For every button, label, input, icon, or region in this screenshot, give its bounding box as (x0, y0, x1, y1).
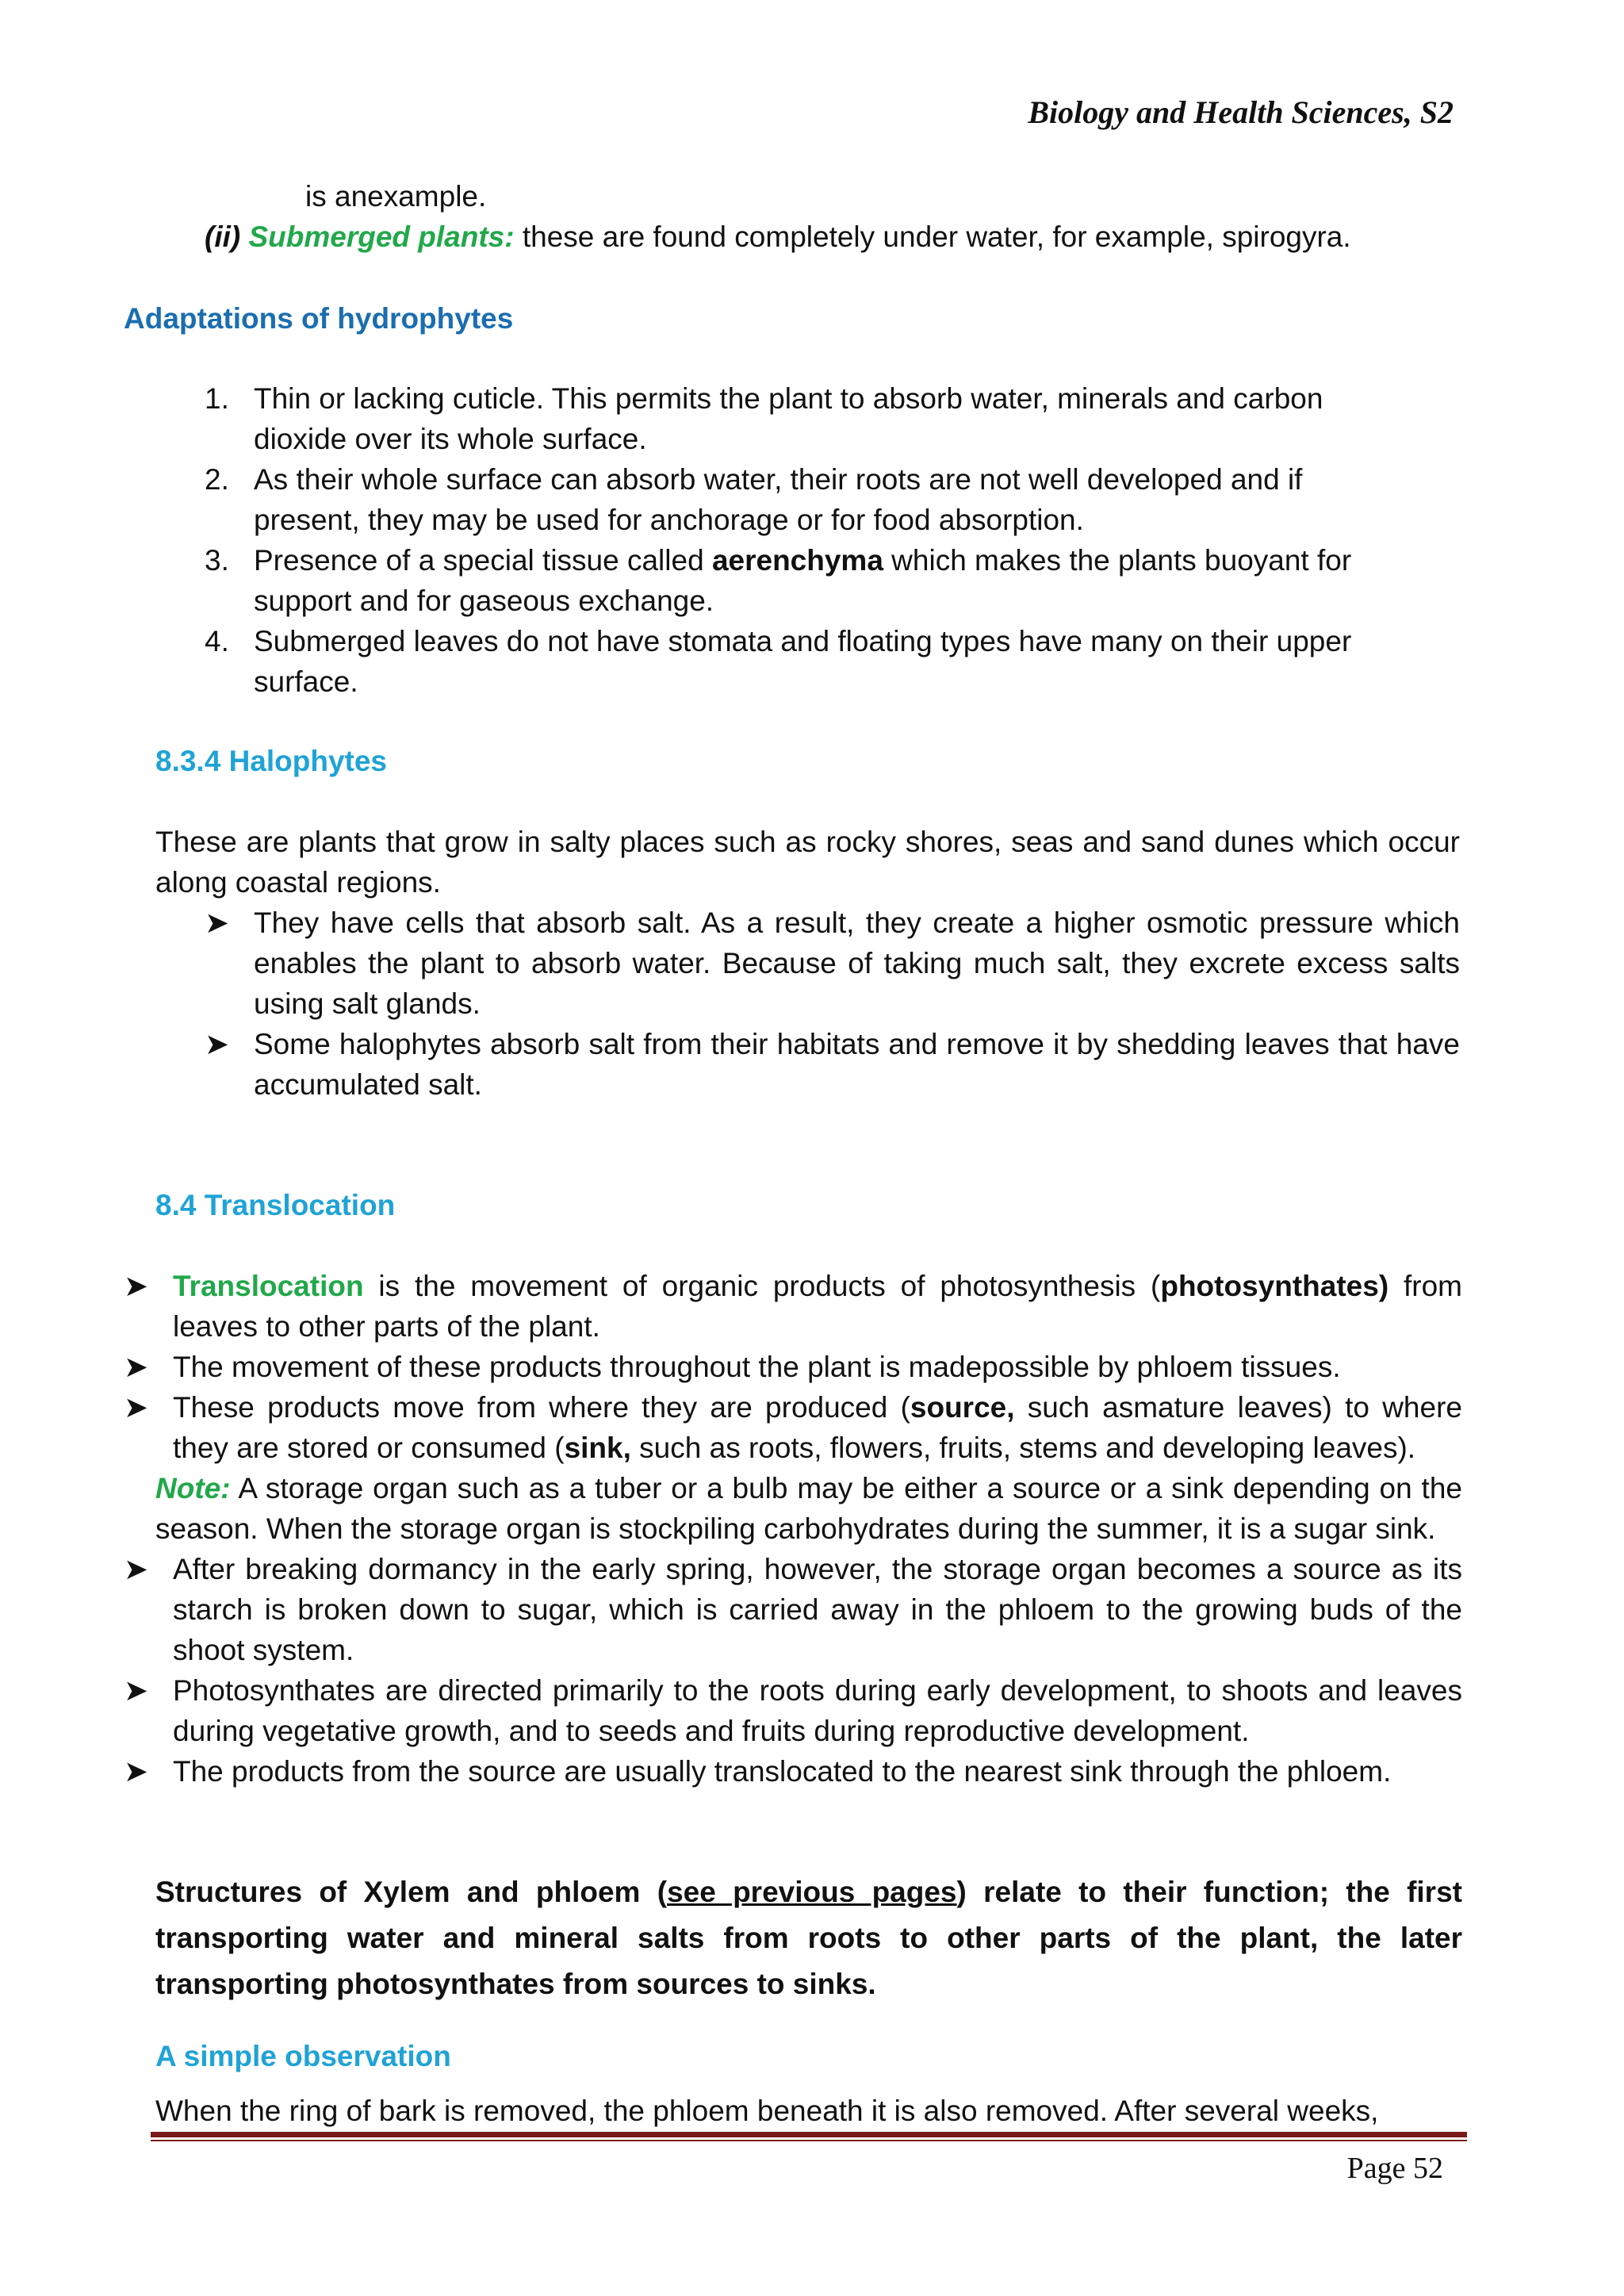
list-text: Some halophytes absorb salt from their habitats and remove it by shedding leaves that have accumulated salt. (254, 1028, 1460, 1101)
submerged-plants-text: these are found completely under water, for example, spirogyra. (514, 220, 1351, 253)
sink-term: sink, (564, 1432, 631, 1464)
list-item (124, 1549, 1462, 1670)
structures-text-pre: Structures of Xylem and phloem ( (155, 1876, 668, 1908)
list-number: 4. (205, 625, 229, 657)
arrow-bullet-icon: ➤ (205, 1028, 230, 1060)
list-number: 1. (205, 382, 229, 415)
page-number: Page 52 (1346, 2152, 1443, 2185)
arrow-bullet-icon: ➤ (124, 1755, 149, 1788)
observation-heading: A simple observation (155, 2040, 451, 2072)
list-item (124, 1670, 1462, 1751)
list-text: is the movement of organic products of photosynthesis ( (363, 1270, 1161, 1302)
list-item (205, 621, 1390, 702)
photosynthates-term: photosynthates) (1160, 1270, 1389, 1302)
see-previous-pages-link[interactable]: see previous pages (667, 1876, 957, 1908)
arrow-bullet-icon: ➤ (124, 1553, 149, 1585)
arrow-bullet-icon: ➤ (205, 907, 230, 939)
page-header-title: Biology and Health Sciences, S2 (1028, 94, 1454, 130)
list-item (124, 1266, 1462, 1347)
list-text: After breaking dormancy in the early spring, however, the storage organ becomes a source as its starch is broken down to sugar, which is carried away in the phloem to the growing buds of the shoot system. (173, 1553, 1462, 1666)
list-item (205, 540, 1390, 621)
halophytes-bullets (205, 903, 1460, 1105)
list-text: Submerged leaves do not have stomata and floating types have many on their upper surface. (254, 625, 1352, 698)
adaptations-list (205, 378, 1390, 702)
list-item (205, 903, 1460, 1024)
list-text: Thin or lacking cuticle. This permits the plant to absorb water, minerals and carbon dioxide over its whole surface. (254, 382, 1323, 455)
list-text: such asmature leaves) to where they are stored or consumed ( (173, 1391, 1462, 1464)
arrow-bullet-icon: ➤ (124, 1391, 149, 1424)
note-text: A storage organ such as a tuber or a bulb may be either a source or a sink depending on the season. When the storage organ is stockpiling carbohydrates during the summer, it is a sugar sink. (155, 1472, 1462, 1545)
note-label: Note: (155, 1472, 231, 1504)
arrow-bullet-icon: ➤ (124, 1674, 149, 1707)
submerged-plants-item (205, 217, 1351, 257)
submerged-plants-term: Submerged plants: (248, 220, 515, 253)
source-term: source, (910, 1391, 1015, 1424)
arrow-bullet-icon: ➤ (124, 1351, 149, 1383)
structures-text-post: ) relate to their function; the first transporting water and mineral salts from roots to other parts of the plant, the later transporting photosynthates from sources to sinks. (155, 1876, 1462, 2000)
list-item (205, 459, 1390, 540)
note-paragraph (124, 1468, 1462, 1549)
list-text: from leaves to other parts of the plant. (173, 1270, 1463, 1343)
footer-rule-thick (151, 2132, 1467, 2137)
list-number: 3. (205, 544, 229, 577)
translocation-term: Translocation (173, 1270, 364, 1302)
list-item (124, 1751, 1462, 1792)
footer-rule-thin (151, 2140, 1467, 2141)
translocation-heading: 8.4 Translocation (155, 1189, 396, 1221)
translocation-bullets (124, 1266, 1462, 1792)
list-text: Photosynthates are directed primarily to the roots during early development, to shoots and leaves during vegetative growth, and to seeds and fruits during reproductive development. (173, 1674, 1462, 1747)
item-label: (ii) (205, 220, 241, 253)
list-text: such as roots, flowers, fruits, stems and developing leaves). (630, 1432, 1416, 1464)
list-number: 2. (205, 463, 229, 496)
list-text: The products from the source are usually translocated to the nearest sink through the phloem. (173, 1755, 1392, 1788)
list-item (205, 1024, 1460, 1105)
aerenchyma-term: aerenchyma (711, 544, 883, 577)
list-text-post: which makes the plants buoyant for support and for gaseous exchange. (254, 544, 1352, 617)
list-text: These products move from where they are produced ( (173, 1391, 910, 1424)
structures-paragraph (155, 1869, 1462, 2007)
observation-text: When the ring of bark is removed, the phloem beneath it is also removed. After several weeks, (155, 2095, 1379, 2127)
halophytes-heading: 8.3.4 Halophytes (155, 745, 388, 777)
list-text: As their whole surface can absorb water, their roots are not well developed and if present, they may be used for anchorage or for food absorption. (254, 463, 1303, 536)
list-item (124, 1387, 1462, 1468)
halophytes-paragraph: These are plants that grow in salty places such as rocky shores, seas and sand dunes which occur along coastal regions. (155, 826, 1460, 899)
list-text: The movement of these products throughout the plant is madepossible by phloem tissues. (173, 1351, 1341, 1383)
list-item (124, 1347, 1462, 1387)
list-item (205, 378, 1390, 459)
list-text-pre: Presence of a special tissue called (254, 544, 712, 577)
arrow-bullet-icon: ➤ (124, 1270, 149, 1302)
intro-line: is anexample. (305, 180, 487, 213)
adaptations-heading: Adaptations of hydrophytes (124, 302, 514, 335)
list-text: They have cells that absorb salt. As a result, they create a higher osmotic pressure which enables the plant to absorb water. Because of taking much salt, they excrete excess salts using salt glands. (254, 907, 1460, 1020)
